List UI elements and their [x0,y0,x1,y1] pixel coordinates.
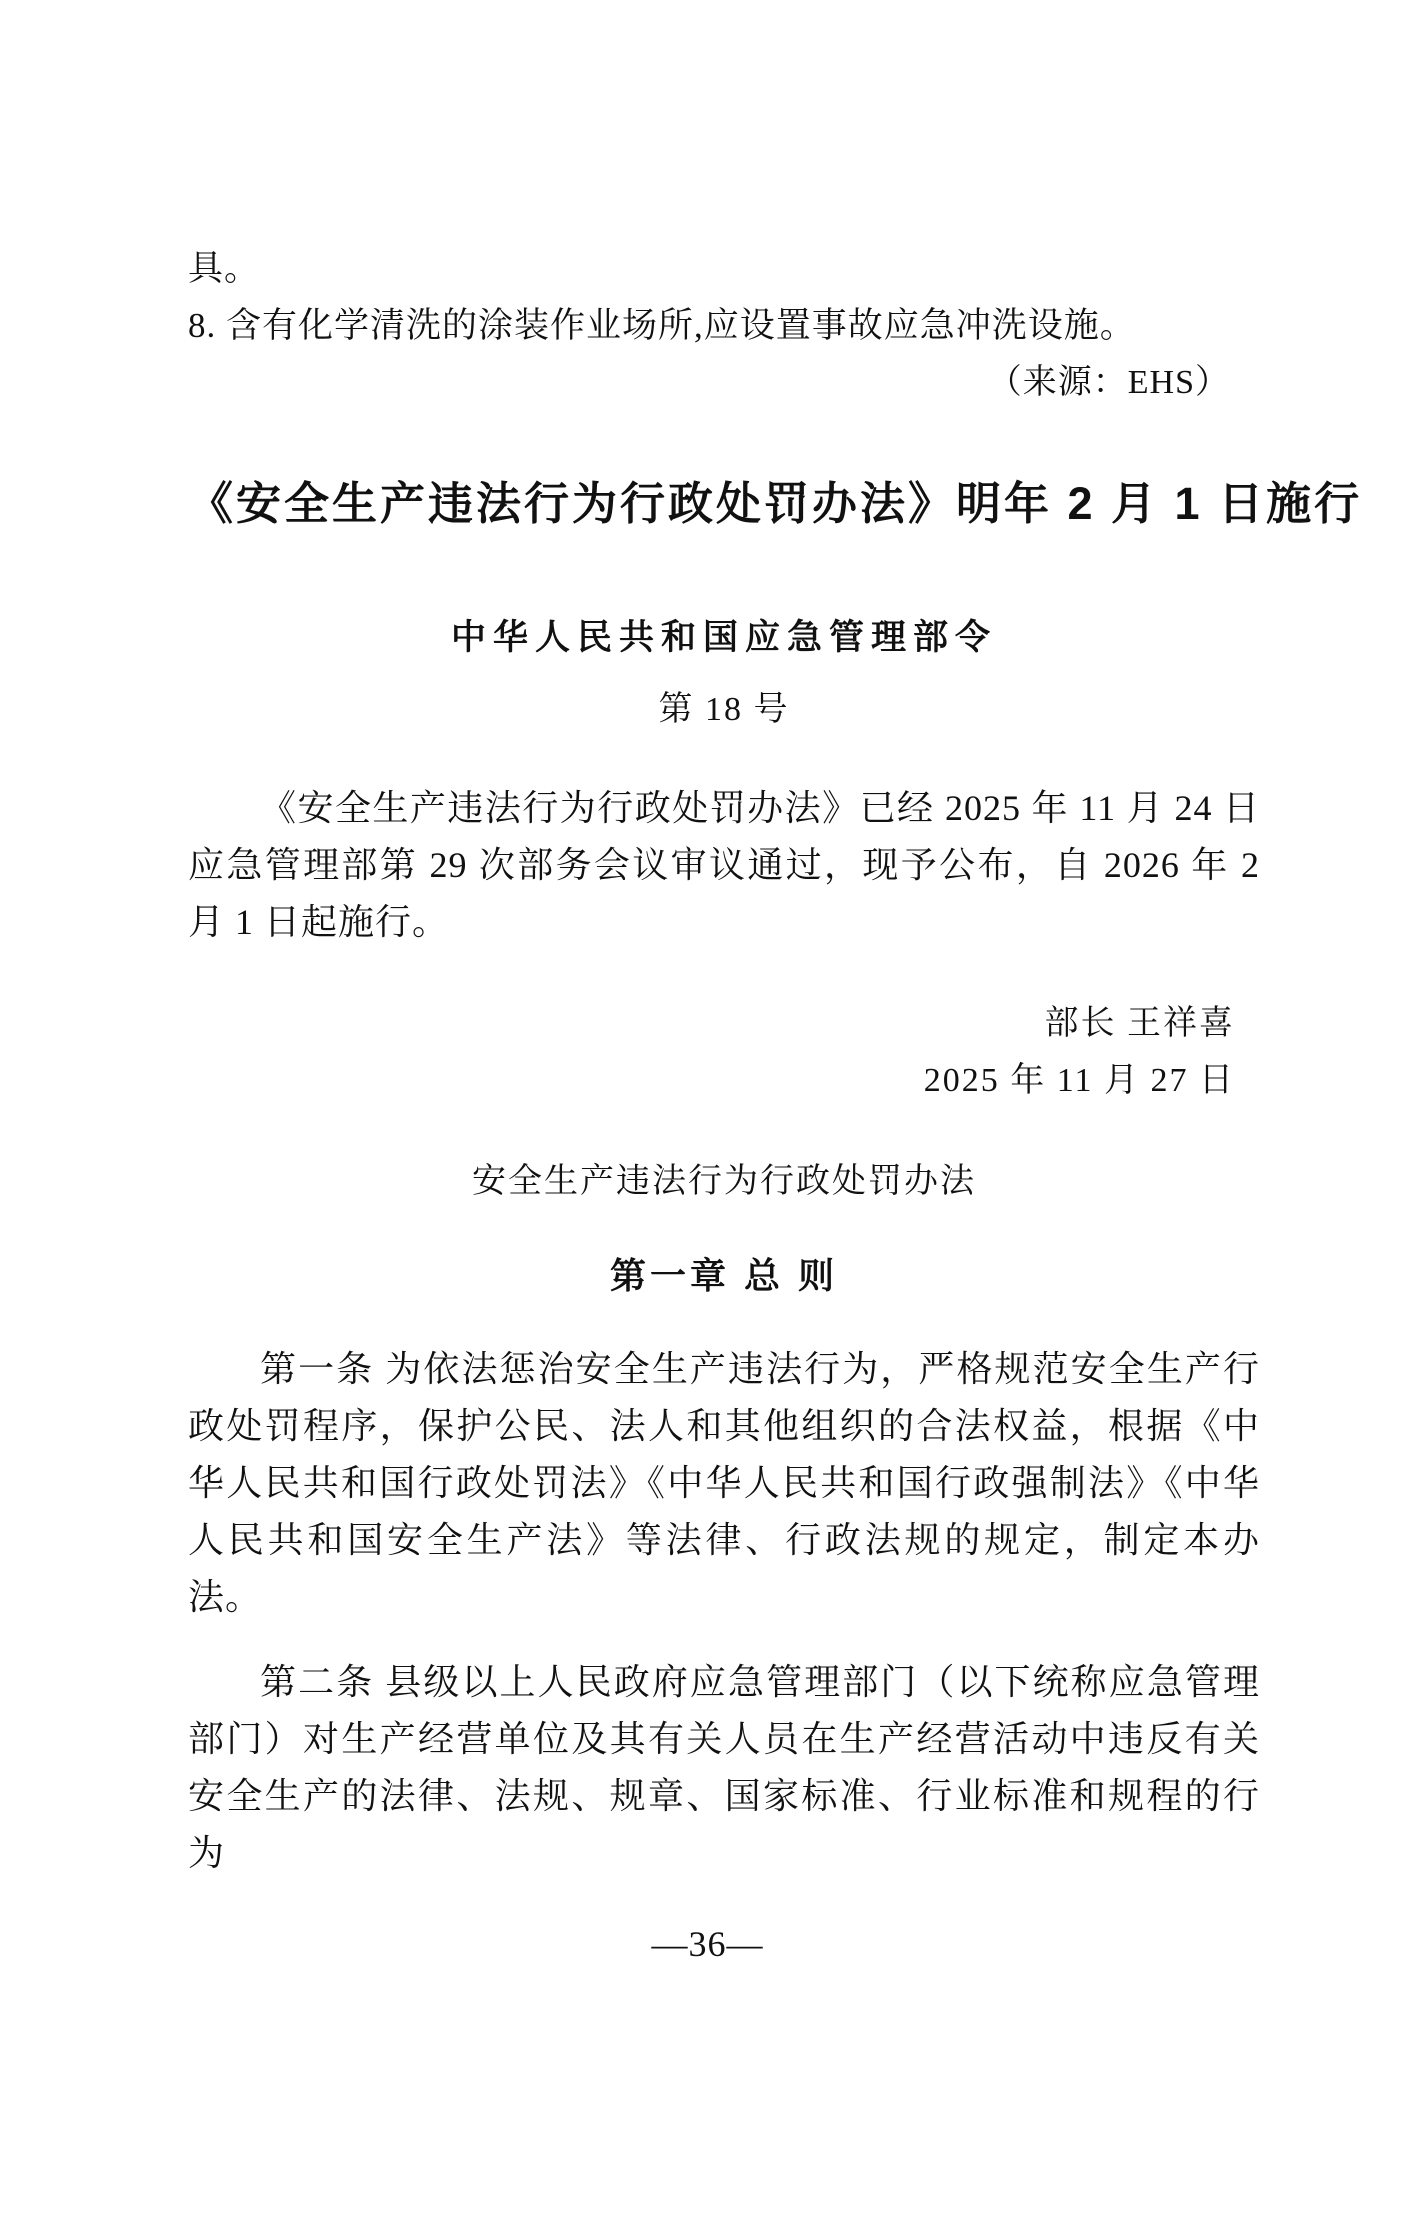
decree-number: 第 18 号 [658,691,790,728]
text-block [0,240,1415,1882]
list-item-8: 8. 含有化学清洗的涂装作业场所,应设置事故应急冲洗设施。 [188,306,1136,345]
regulation-title: 安全生产违法行为行政处罚办法 [472,1163,976,1200]
signature-date: 2025 年 11 月 27 日 [923,1062,1235,1099]
source-attribution: （来源：EHS） [987,364,1230,401]
document-page [0,240,1415,2240]
page-number: —36— [651,1924,764,1964]
decree-issuer-title: 中华人民共和国应急管理部令 [450,618,997,657]
news-headline: 《安全生产违法行为行政处罚办法》明年 2 月 1 日施行 [188,478,1363,529]
article-1-paragraph: 第一条 为依法惩治安全生产违法行为，严格规范安全生产行政处罚程序，保护公民、法人和其他组织的合法权益，根据《中华人民共和国行政处罚法》《中华人民共和国行政强制法》《中华人民共和国安全生产法》等法律、行政法规的规定，制定本办法。 [188,1349,1260,1617]
announcement-paragraph: 《安全生产违法行为行政处罚办法》已经 2025 年 11 月 24 日应急管理部第 29 次部务会议审议通过，现予公布，自 2026 年 2 月 1 日起施行。 [188,788,1260,942]
signature-minister: 部长 王祥喜 [1044,1005,1235,1042]
chapter-1-heading: 第一章 总 则 [609,1255,838,1296]
article-2-paragraph-partial: 第二条 县级以上人民政府应急管理部门（以下统称应急管理部门）对生产经营单位及其有关人员在生产经营活动中违反有关安全生产的法律、法规、规章、国家标准、行业标准和规程的行为 [188,1662,1260,1873]
continuation-line: 具。 [188,249,261,288]
